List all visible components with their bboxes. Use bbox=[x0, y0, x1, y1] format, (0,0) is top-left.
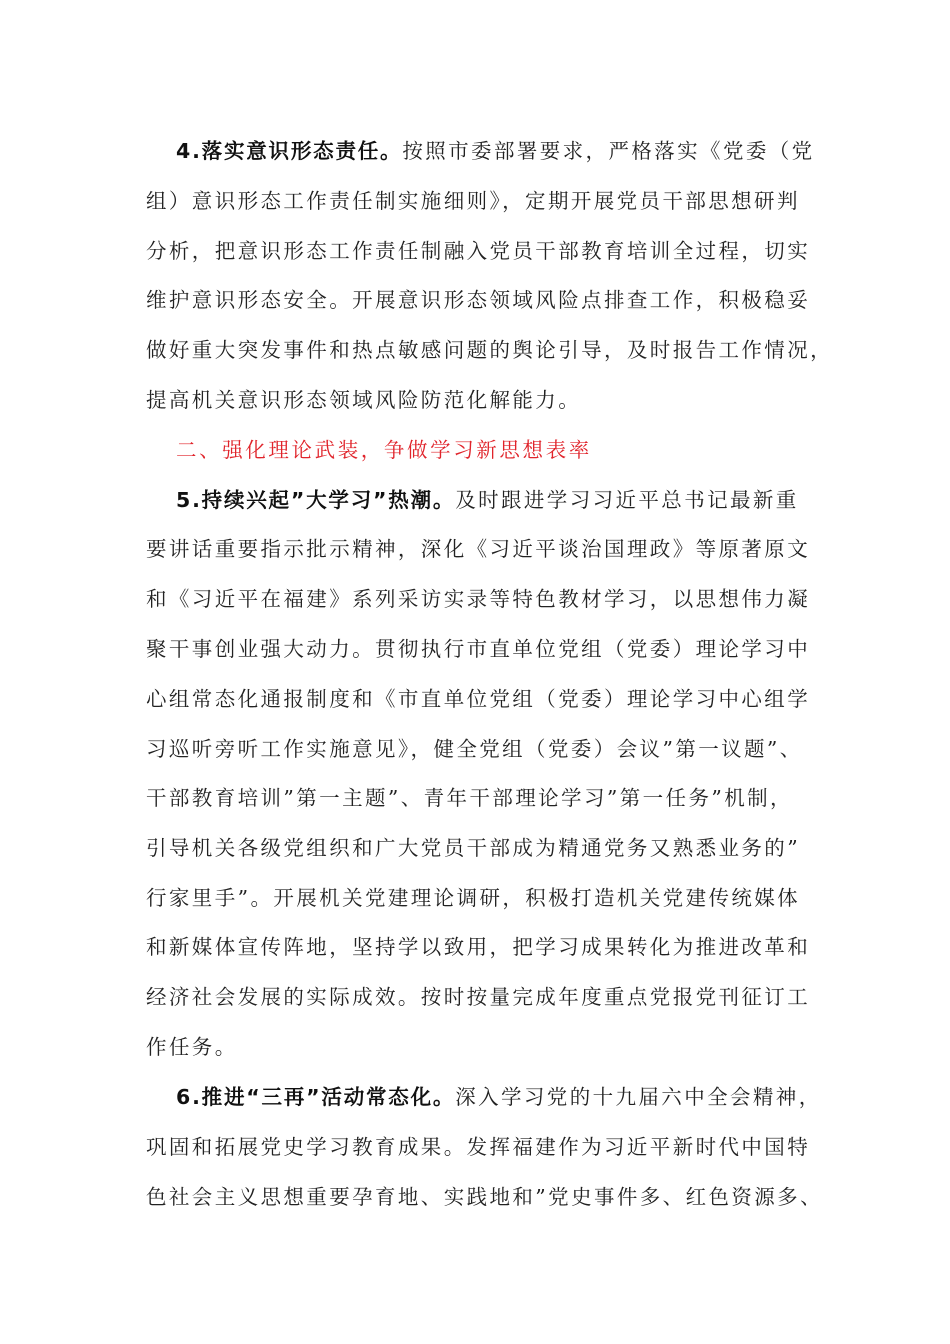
body-line: 巩固和拓展党史学习教育成果。发挥福建作为习近平新时代中国特 bbox=[146, 1135, 811, 1159]
item6-first-line bbox=[176, 1082, 822, 1112]
item4-lead: 4.落实意识形态责任。 bbox=[176, 139, 403, 163]
body-line: 做好重大突发事件和热点敏感问题的舆论引导，及时报告工作情况， bbox=[146, 338, 833, 362]
body-line: 行家里手”。开展机关党建理论调研，积极打造机关党建传统媒体 bbox=[146, 886, 801, 910]
item4-first-line bbox=[176, 136, 815, 166]
body-line: 提高机关意识形态领域风险防范化解能力。 bbox=[146, 388, 582, 412]
item6-lead: 6.推进“三再”活动常态化。 bbox=[176, 1085, 456, 1109]
item6-text: 深入学习党的十九届六中全会精神， bbox=[455, 1085, 822, 1109]
item5-lead: 5.持续兴起”大学习”热潮。 bbox=[176, 488, 456, 512]
body-line: 干部教育培训”第一主题”、青年干部理论学习”第一任务”机制， bbox=[146, 786, 793, 810]
body-line: 聚干事创业强大动力。贯彻执行市直单位党组（党委）理论学习中 bbox=[146, 637, 811, 661]
body-line: 和新媒体宣传阵地，坚持学以致用，把学习成果转化为推进改革和 bbox=[146, 935, 811, 959]
body-line: 作任务。 bbox=[146, 1035, 238, 1059]
item4-text: 按照市委部署要求，严格落实《党委（党 bbox=[402, 139, 815, 163]
body-line: 和《习近平在福建》系列采访实录等特色教材学习，以思想伟力凝 bbox=[146, 587, 811, 611]
body-line: 习巡听旁听工作实施意见》，健全党组（党委）会议”第一议题”、 bbox=[146, 737, 803, 761]
body-line: 分析，把意识形态工作责任制融入党员干部教育培训全过程，切实 bbox=[146, 239, 811, 263]
body-line: 维护意识形态安全。开展意识形态领域风险点排查工作，积极稳妥 bbox=[146, 288, 811, 312]
body-line: 要讲话重要指示批示精神，深化《习近平谈治国理政》等原著原文 bbox=[146, 537, 811, 561]
body-line: 色社会主义思想重要孕育地、实践地和”党史事件多、红色资源多、 bbox=[146, 1185, 823, 1209]
item5-text: 及时跟进学习习近平总书记最新重 bbox=[455, 488, 799, 512]
body-line: 心组常态化通报制度和《市直单位党组（党委）理论学习中心组学 bbox=[146, 687, 811, 711]
item5-first-line bbox=[176, 485, 799, 515]
body-line: 经济社会发展的实际成效。按时按量完成年度重点党报党刊征订工 bbox=[146, 985, 811, 1009]
body-line: 组）意识形态工作责任制实施细则》，定期开展党员干部思想研判 bbox=[146, 189, 800, 213]
section-heading: 二、强化理论武装，争做学习新思想表率 bbox=[176, 438, 592, 462]
body-line: 引导机关各级党组织和广大党员干部成为精通党务又熟悉业务的” bbox=[146, 836, 801, 860]
